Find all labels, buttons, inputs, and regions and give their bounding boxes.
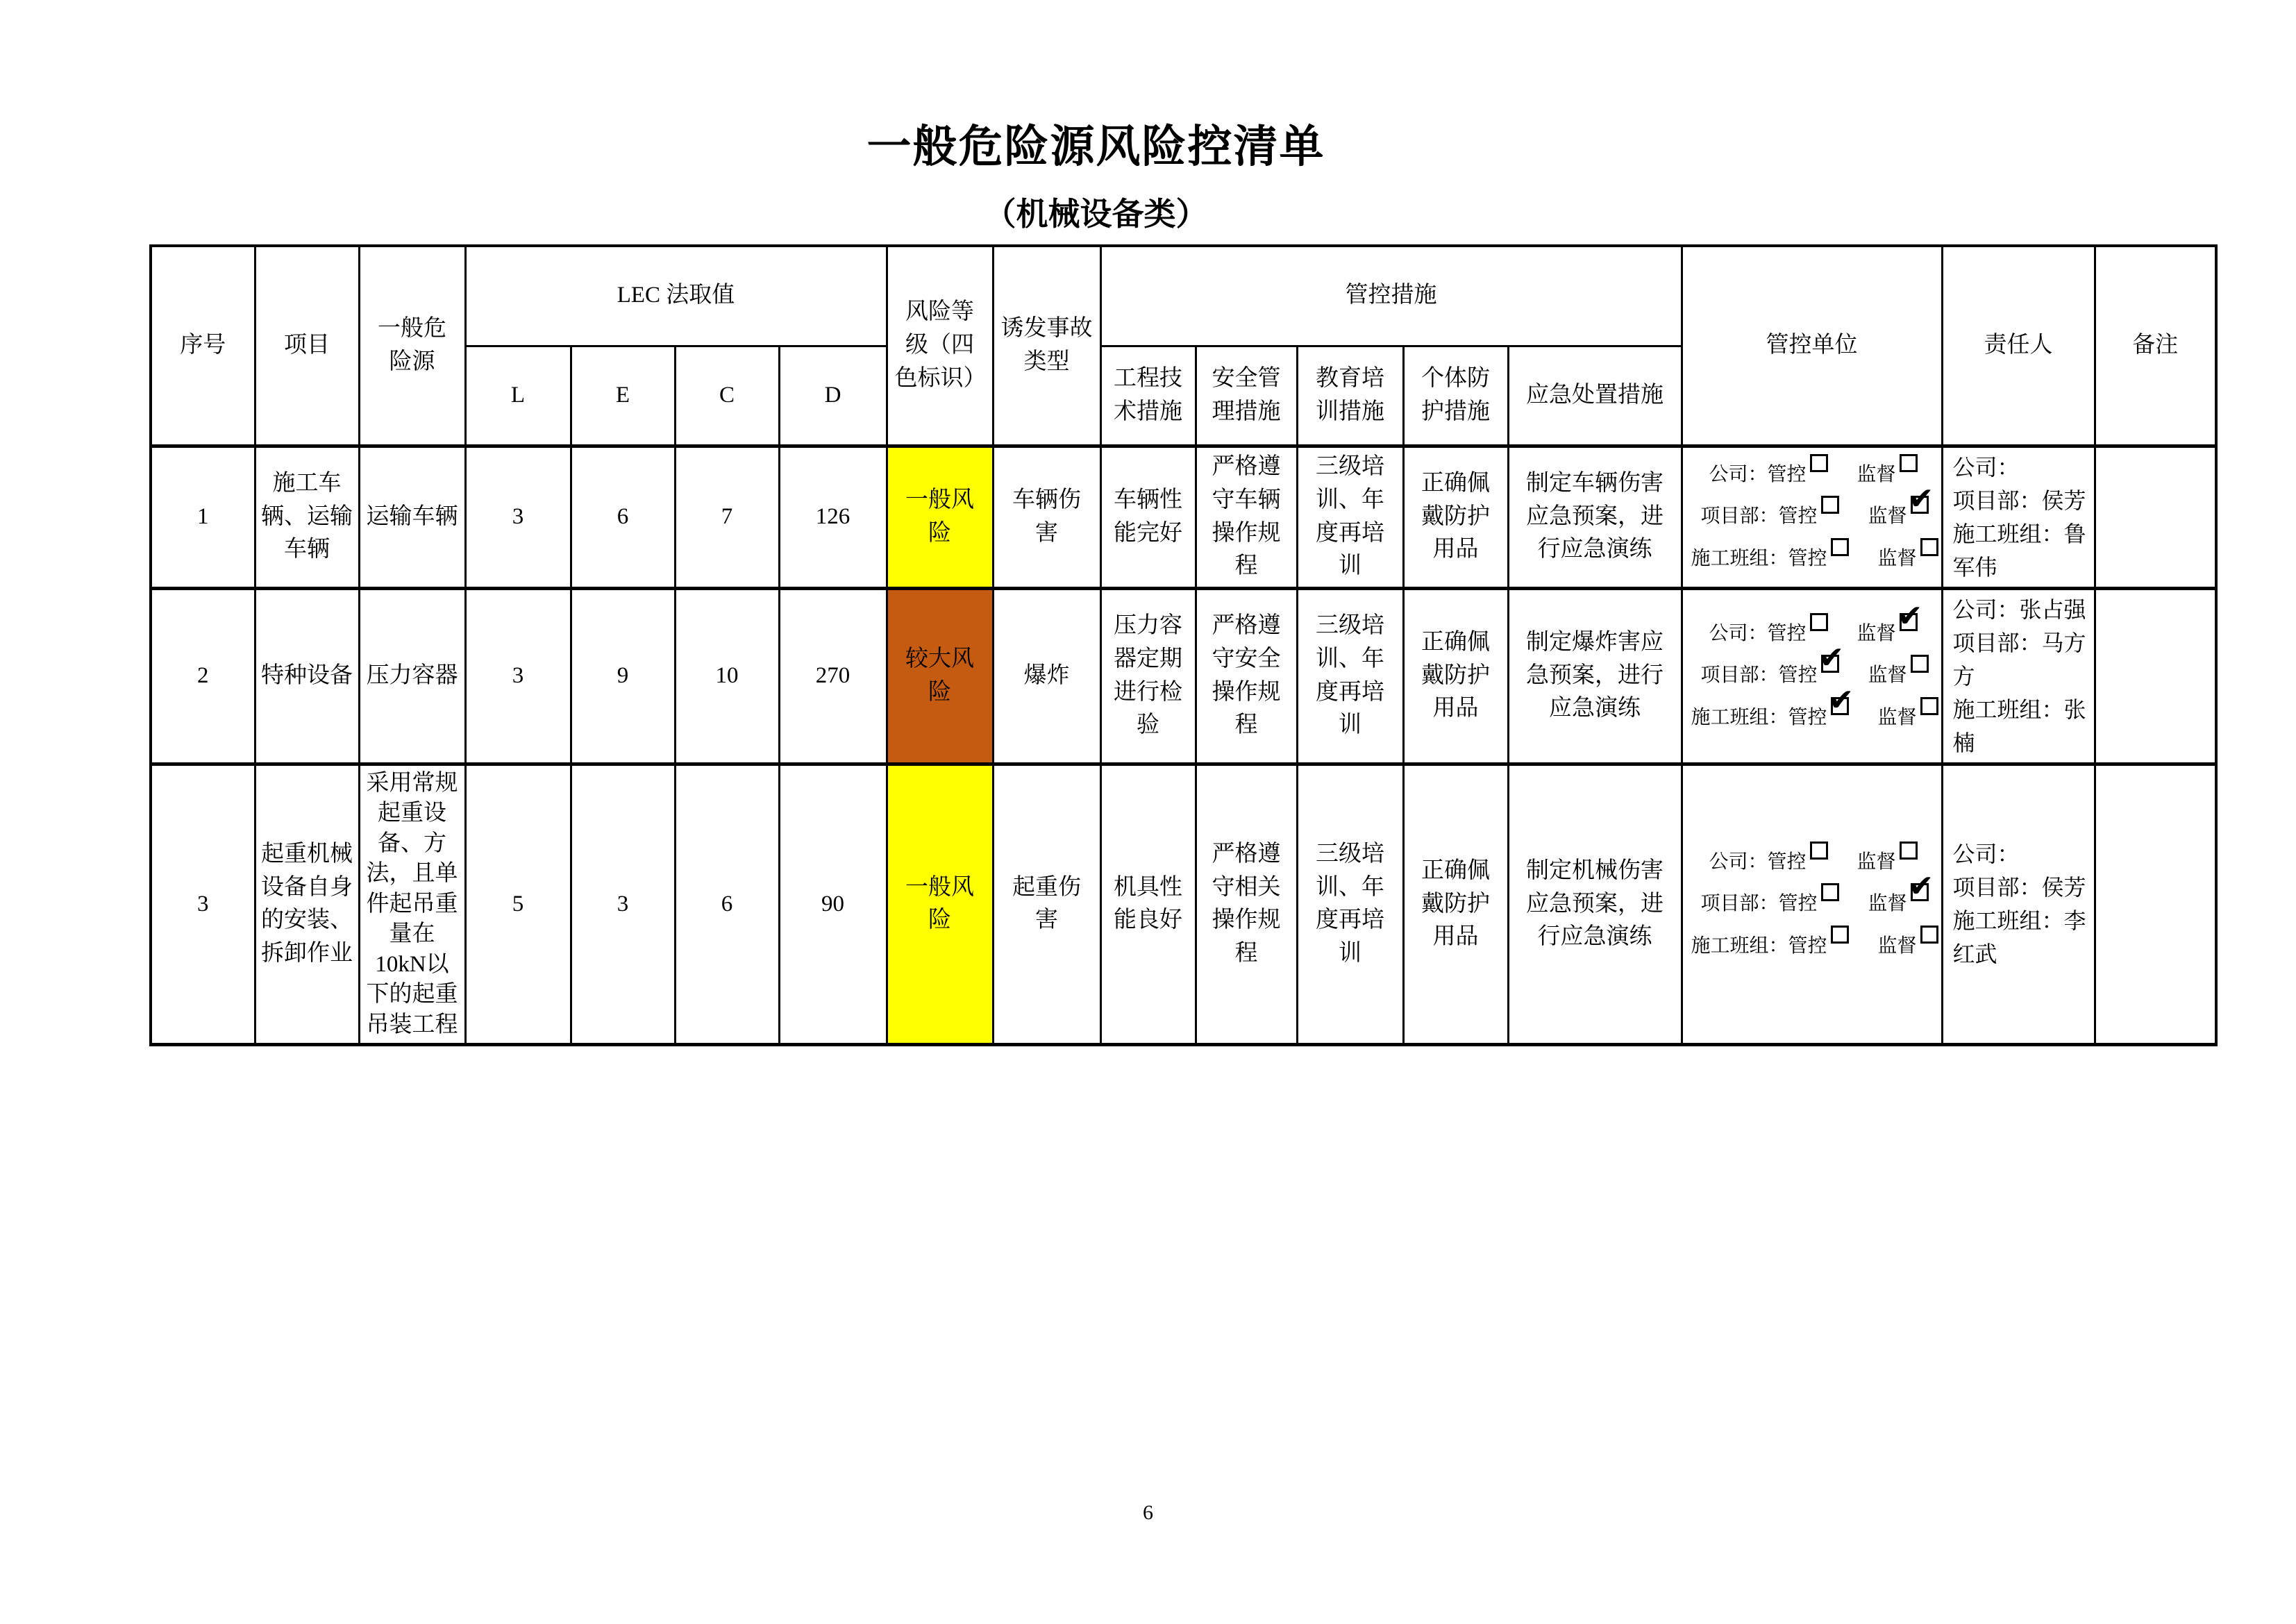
page-title: 一般危险源风险控清单 — [866, 122, 1325, 171]
cell-seq: 1 — [151, 446, 255, 588]
cell-responsible: 公司： 项目部：侯芳 施工班组：鲁军伟 — [1942, 446, 2095, 588]
cell-training-measure: 三级培训、年度再培训 — [1297, 764, 1403, 1045]
risk-control-table — [149, 244, 2218, 1046]
cell-project: 起重机械设备自身的安装、拆卸作业 — [255, 764, 359, 1045]
col-header-emergency: 应急处置措施 — [1508, 346, 1682, 446]
cell-management-measure: 严格遵守相关操作规程 — [1196, 764, 1297, 1045]
cell-seq: 3 — [151, 764, 255, 1045]
col-header-E: E — [571, 346, 675, 446]
page-number: 6 — [1143, 1501, 1153, 1524]
cell-D: 90 — [779, 764, 887, 1045]
cell-D: 126 — [779, 446, 887, 588]
checkbox-company-supervise[interactable] — [1900, 842, 1918, 860]
table-row — [151, 588, 2216, 764]
control-unit-crew-line: 施工班组：管控 监督 — [1691, 538, 1936, 580]
checkbox-dept-supervise[interactable] — [1911, 655, 1929, 673]
control-unit-dept-line: 项目部：管控 监督✔ — [1691, 496, 1936, 537]
cell-management-measure: 严格遵守安全操作规程 — [1196, 588, 1297, 764]
cell-management-measure: 严格遵守车辆操作规程 — [1196, 446, 1297, 588]
cell-L: 3 — [465, 446, 571, 588]
cell-hazard: 采用常规起重设备、方法，且单件起吊重量在10kN以下的起重吊装工程 — [359, 764, 465, 1045]
checkbox-dept-control[interactable] — [1821, 496, 1839, 514]
col-header-L: L — [465, 346, 571, 446]
cell-project: 施工车辆、运输车辆 — [255, 446, 359, 588]
col-header-control-unit: 管控单位 — [1682, 246, 1942, 446]
checkbox-dept-control[interactable] — [1821, 655, 1839, 673]
control-unit-company-line: 公司：管控 监督✔ — [1691, 613, 1936, 655]
cell-ppe-measure: 正确佩戴防护用品 — [1403, 588, 1508, 764]
cell-C: 10 — [675, 588, 779, 764]
col-header-ppe: 个体防护措施 — [1403, 346, 1508, 446]
col-header-responsible: 责任人 — [1942, 246, 2095, 446]
cell-control-unit — [1682, 446, 1942, 588]
col-header-remark: 备注 — [2095, 246, 2216, 446]
cell-accident-type: 爆炸 — [993, 588, 1100, 764]
cell-engineering-measure: 机具性能良好 — [1100, 764, 1196, 1045]
cell-training-measure: 三级培训、年度再培训 — [1297, 588, 1403, 764]
cell-remark — [2095, 446, 2216, 588]
checkbox-crew-supervise[interactable] — [1920, 538, 1938, 556]
control-unit-company-line: 公司：管控 监督 — [1691, 454, 1936, 496]
checkbox-company-control[interactable] — [1810, 613, 1828, 631]
page-subtitle: （机械设备类） — [984, 196, 1208, 232]
cell-risk-level: 一般风险 — [887, 764, 993, 1045]
checkbox-crew-supervise[interactable] — [1920, 697, 1938, 715]
cell-emergency-measure: 制定机械伤害应急预案，进行应急演练 — [1508, 764, 1682, 1045]
cell-E: 6 — [571, 446, 675, 588]
checkbox-company-supervise[interactable] — [1900, 613, 1918, 631]
cell-responsible: 公司： 项目部：侯芳 施工班组：李红武 — [1942, 764, 2095, 1045]
col-header-risk-level: 风险等级（四色标识） — [887, 246, 993, 446]
col-header-C: C — [675, 346, 779, 446]
checkbox-crew-control[interactable] — [1831, 926, 1849, 944]
control-unit-dept-line: 项目部：管控 监督✔ — [1691, 883, 1936, 925]
cell-ppe-measure: 正确佩戴防护用品 — [1403, 764, 1508, 1045]
cell-ppe-measure: 正确佩戴防护用品 — [1403, 446, 1508, 588]
col-header-accident-type: 诱发事故类型 — [993, 246, 1100, 446]
cell-risk-level: 较大风险 — [887, 588, 993, 764]
cell-responsible: 公司：张占强 项目部：马方方 施工班组：张楠 — [1942, 588, 2095, 764]
cell-control-unit — [1682, 588, 1942, 764]
control-unit-company-line: 公司：管控 监督 — [1691, 842, 1936, 883]
cell-E: 3 — [571, 764, 675, 1045]
checkbox-crew-supervise[interactable] — [1920, 926, 1938, 944]
col-header-project: 项目 — [255, 246, 359, 446]
checkbox-dept-supervise[interactable] — [1911, 883, 1929, 901]
cell-emergency-measure: 制定车辆伤害应急预案，进行应急演练 — [1508, 446, 1682, 588]
cell-hazard: 运输车辆 — [359, 446, 465, 588]
control-unit-dept-line: 项目部：管控✔ 监督 — [1691, 655, 1936, 696]
control-unit-crew-line: 施工班组：管控 监督 — [1691, 926, 1936, 967]
cell-E: 9 — [571, 588, 675, 764]
table-row — [151, 446, 2216, 588]
col-header-management: 安全管理措施 — [1196, 346, 1297, 446]
checkbox-crew-control[interactable] — [1831, 697, 1849, 715]
control-unit-crew-line: 施工班组：管控✔ 监督 — [1691, 697, 1936, 739]
checkbox-company-control[interactable] — [1810, 842, 1828, 860]
cell-hazard: 压力容器 — [359, 588, 465, 764]
col-header-measures-group: 管控措施 — [1100, 246, 1682, 346]
cell-control-unit — [1682, 764, 1942, 1045]
col-header-engineering: 工程技术措施 — [1100, 346, 1196, 446]
checkbox-crew-control[interactable] — [1831, 538, 1849, 556]
cell-D: 270 — [779, 588, 887, 764]
cell-project: 特种设备 — [255, 588, 359, 764]
cell-C: 7 — [675, 446, 779, 588]
cell-seq: 2 — [151, 588, 255, 764]
cell-remark — [2095, 764, 2216, 1045]
col-header-training: 教育培训措施 — [1297, 346, 1403, 446]
cell-emergency-measure: 制定爆炸害应急预案，进行应急演练 — [1508, 588, 1682, 764]
checkbox-dept-control[interactable] — [1821, 883, 1839, 901]
table-row — [151, 764, 2216, 1045]
cell-L: 5 — [465, 764, 571, 1045]
checkbox-company-control[interactable] — [1810, 454, 1828, 472]
cell-engineering-measure: 压力容器定期进行检验 — [1100, 588, 1196, 764]
cell-engineering-measure: 车辆性能完好 — [1100, 446, 1196, 588]
col-header-hazard: 一般危险源 — [359, 246, 465, 446]
checkbox-company-supervise[interactable] — [1900, 454, 1918, 472]
cell-remark — [2095, 588, 2216, 764]
col-header-lec-group: LEC 法取值 — [465, 246, 887, 346]
cell-training-measure: 三级培训、年度再培训 — [1297, 446, 1403, 588]
col-header-D: D — [779, 346, 887, 446]
checkbox-dept-supervise[interactable] — [1911, 496, 1929, 514]
cell-L: 3 — [465, 588, 571, 764]
cell-accident-type: 车辆伤害 — [993, 446, 1100, 588]
cell-risk-level: 一般风险 — [887, 446, 993, 588]
cell-accident-type: 起重伤害 — [993, 764, 1100, 1045]
col-header-seq: 序号 — [151, 246, 255, 446]
cell-C: 6 — [675, 764, 779, 1045]
